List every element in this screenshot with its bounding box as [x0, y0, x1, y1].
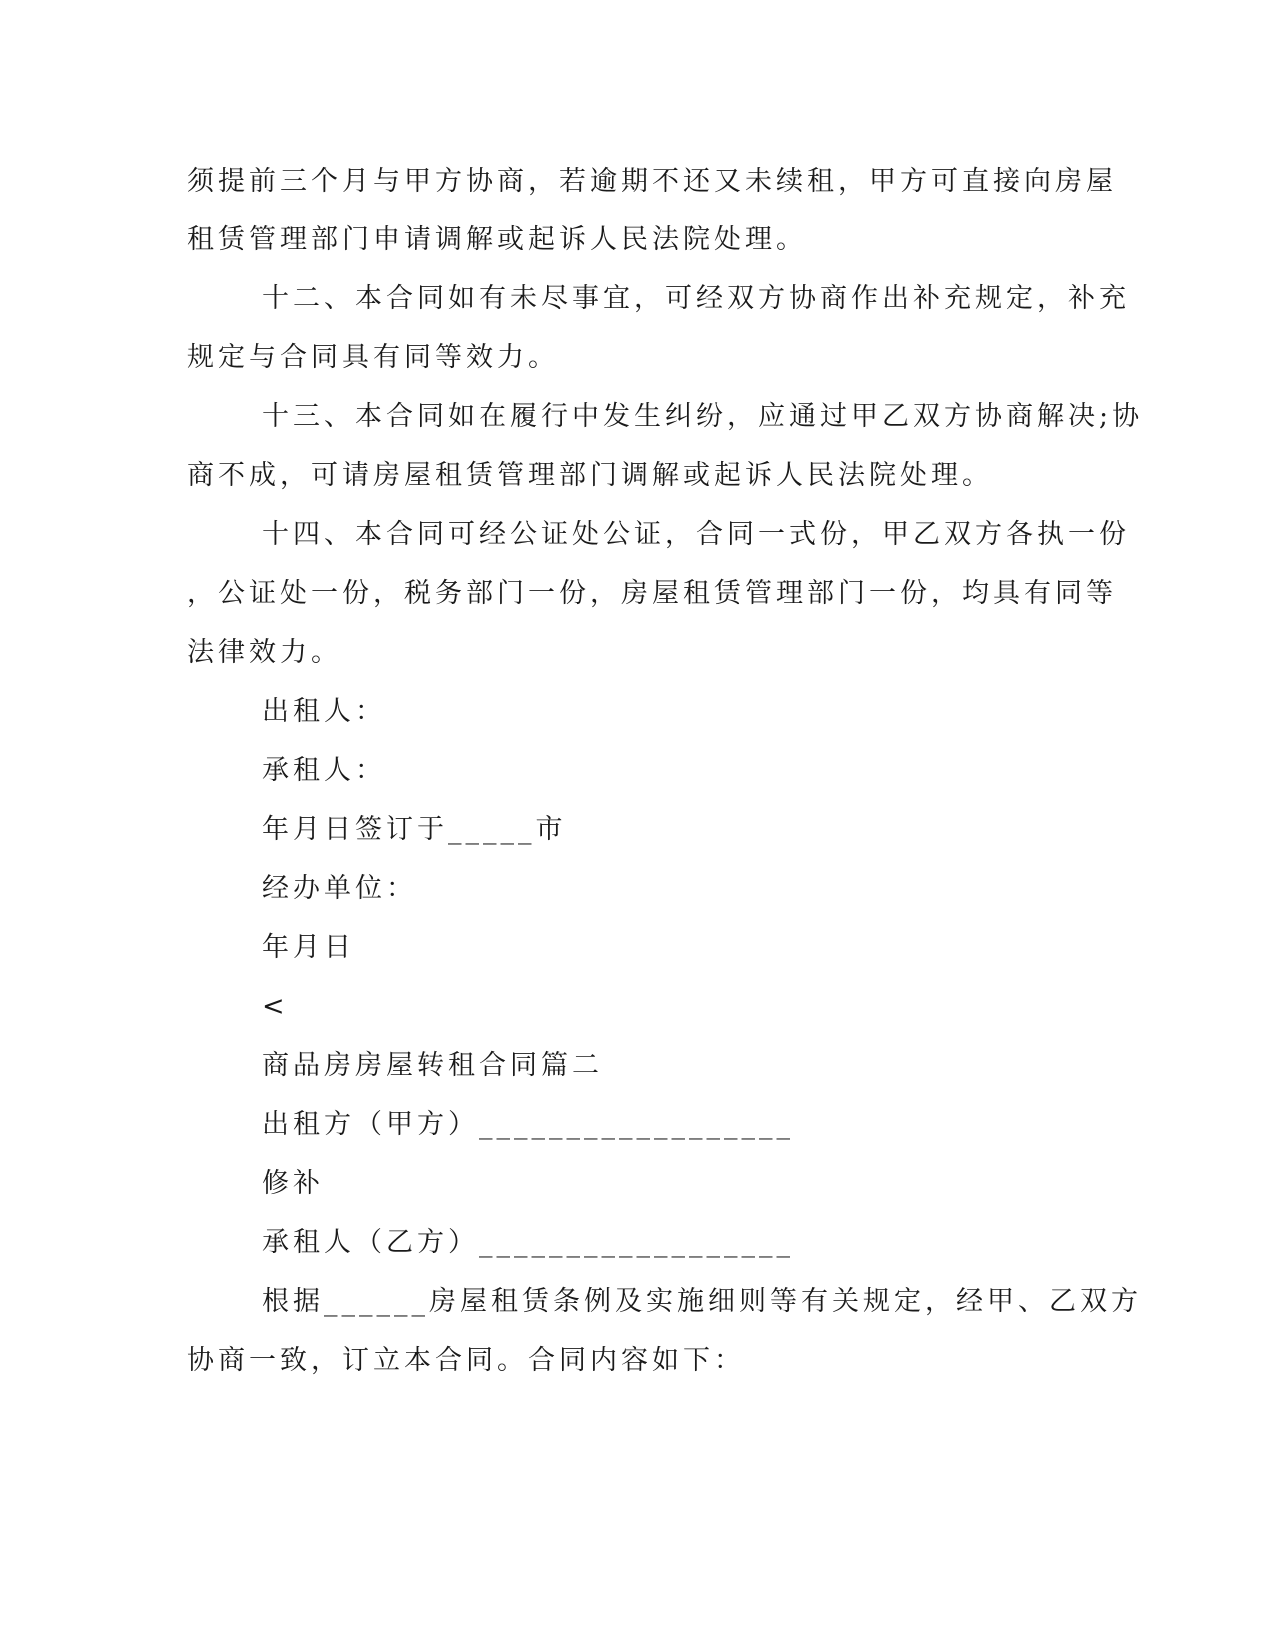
party-b-line: 承租人（乙方）__________________	[262, 1227, 794, 1258]
clause-12-line: 十二、本合同如有未尽事宜，可经双方协商作出补充规定，补充	[262, 283, 1130, 314]
date-line: 年月日	[262, 932, 355, 963]
text-line: <	[262, 991, 289, 1022]
text-line: 修补	[262, 1168, 324, 1199]
section-title: 商品房房屋转租合同篇二	[262, 1050, 603, 1081]
preamble-line: 根据______房屋租赁条例及实施细则等有关规定，经甲、乙双方	[262, 1286, 1142, 1317]
text-line: 协商一致，订立本合同。合同内容如下：	[187, 1345, 745, 1376]
text-line: 规定与合同具有同等效力。	[187, 342, 559, 373]
text-line: 法律效力。	[187, 637, 342, 668]
party-a-line: 出租方（甲方）__________________	[262, 1109, 794, 1140]
clause-14-line: 十四、本合同可经公证处公证，合同一式份，甲乙双方各执一份	[262, 519, 1130, 550]
lessor-signature-label: 出租人：	[262, 696, 386, 727]
text-line: 租赁管理部门申请调解或起诉人民法院处理。	[187, 224, 807, 255]
text-line: 须提前三个月与甲方协商，若逾期不还又未续租，甲方可直接向房屋	[187, 166, 1117, 197]
clause-13-line: 十三、本合同如在履行中发生纠纷，应通过甲乙双方协商解决;协	[262, 401, 1144, 432]
text-line: ，公证处一份，税务部门一份，房屋租赁管理部门一份，均具有同等	[187, 578, 1117, 609]
lessee-signature-label: 承租人：	[262, 755, 386, 786]
signing-place-line: 年月日签订于_____市	[262, 814, 567, 845]
text-line: 商不成，可请房屋租赁管理部门调解或起诉人民法院处理。	[187, 460, 993, 491]
handling-unit-label: 经办单位：	[262, 873, 417, 904]
